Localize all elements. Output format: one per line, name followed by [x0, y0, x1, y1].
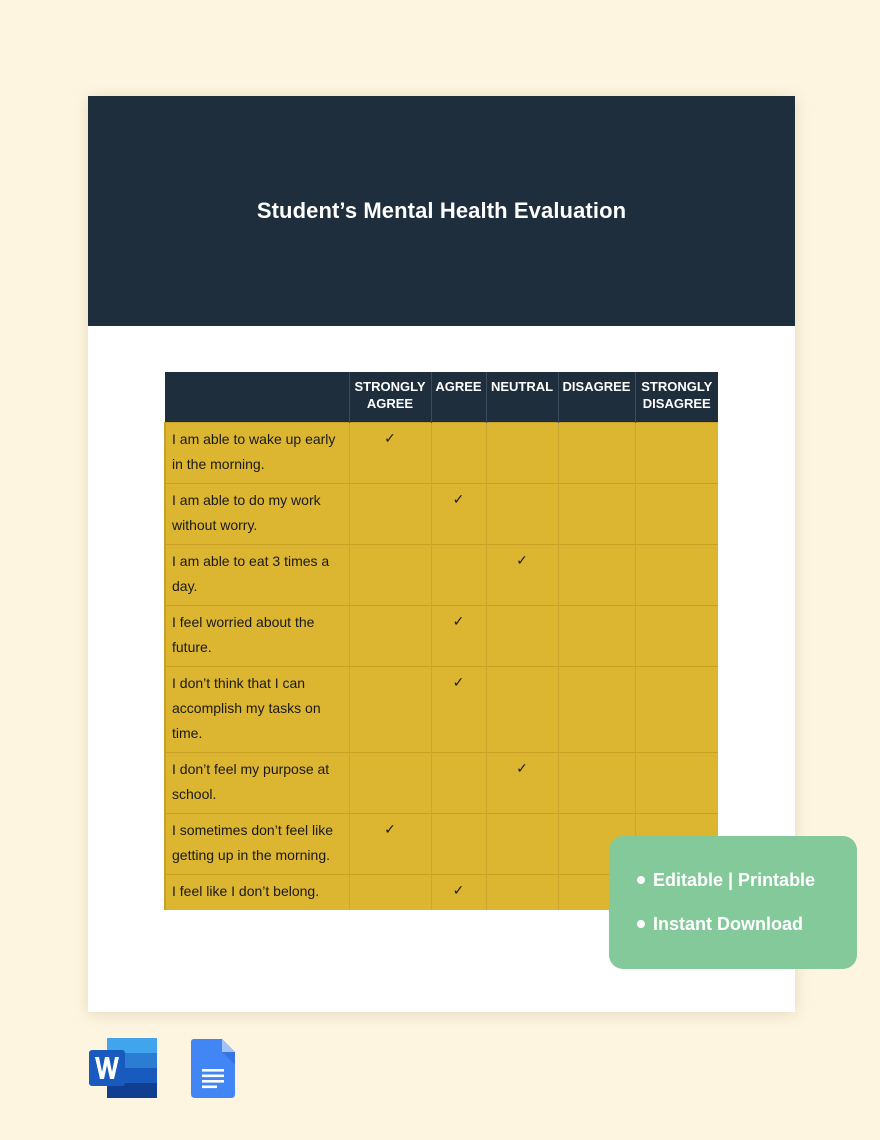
bullet-icon [637, 920, 645, 928]
statement-cell: I don’t feel my purpose at school. [165, 753, 349, 814]
header-strongly-disagree: STRONGLY DISAGREE [635, 372, 718, 423]
check-mark-icon: ✓ [452, 613, 465, 629]
response-cell-disagree[interactable] [558, 667, 635, 753]
response-cell-neutral[interactable] [486, 814, 558, 875]
response-cell-strongly-agree[interactable] [349, 667, 431, 753]
badge-item-download [637, 912, 857, 936]
response-cell-neutral[interactable] [486, 423, 558, 484]
header-agree: AGREE [431, 372, 486, 423]
check-mark-icon: ✓ [384, 430, 396, 446]
response-cell-disagree[interactable] [558, 423, 635, 484]
header-disagree: DISAGREE [558, 372, 635, 423]
google-docs-icon[interactable] [191, 1039, 235, 1098]
document-title: Student’s Mental Health Evaluation [256, 198, 627, 223]
response-cell-strongly-agree[interactable] [349, 814, 431, 875]
statement-cell: I feel like I don’t belong. [165, 875, 349, 911]
response-cell-strongly-agree[interactable] [349, 484, 431, 545]
response-cell-strongly-agree[interactable] [349, 545, 431, 606]
response-cell-neutral[interactable] [486, 875, 558, 911]
response-cell-strongly-agree[interactable] [349, 606, 431, 667]
microsoft-word-icon[interactable] [89, 1038, 157, 1098]
header-statement [165, 372, 349, 423]
response-cell-neutral[interactable] [486, 606, 558, 667]
badge-item-editable [637, 868, 857, 892]
response-cell-strongly-disagree[interactable] [635, 484, 718, 545]
check-mark-icon: ✓ [384, 821, 396, 837]
badge-label: Editable | Printable [653, 869, 816, 890]
response-cell-disagree[interactable] [558, 606, 635, 667]
check-mark-icon: ✓ [452, 674, 465, 690]
response-cell-agree[interactable] [431, 814, 486, 875]
evaluation-table [164, 372, 718, 910]
statement-cell: I sometimes don’t feel like getting up in the morning. [165, 814, 349, 875]
response-cell-strongly-disagree[interactable] [635, 423, 718, 484]
response-cell-disagree[interactable] [558, 753, 635, 814]
table-row [165, 484, 718, 545]
response-cell-strongly-disagree[interactable] [635, 545, 718, 606]
check-mark-icon: ✓ [452, 882, 465, 898]
response-cell-neutral[interactable] [486, 753, 558, 814]
response-cell-strongly-disagree[interactable] [635, 606, 718, 667]
bullet-icon [637, 876, 645, 884]
response-cell-agree[interactable] [431, 753, 486, 814]
response-cell-strongly-disagree[interactable] [635, 667, 718, 753]
table-row [165, 753, 718, 814]
response-cell-agree[interactable] [431, 667, 486, 753]
statement-cell: I feel worried about the future. [165, 606, 349, 667]
table-row [165, 545, 718, 606]
response-cell-neutral[interactable] [486, 545, 558, 606]
badge-label: Instant Download [653, 913, 803, 934]
statement-cell: I am able to do my work without worry. [165, 484, 349, 545]
response-cell-strongly-agree[interactable] [349, 423, 431, 484]
header-neutral: NEUTRAL [486, 372, 558, 423]
check-mark-icon: ✓ [516, 760, 528, 776]
document-header [88, 96, 795, 326]
response-cell-agree[interactable] [431, 875, 486, 911]
statement-cell: I am able to eat 3 times a day. [165, 545, 349, 606]
features-badge [609, 836, 857, 969]
response-cell-strongly-agree[interactable] [349, 753, 431, 814]
response-cell-disagree[interactable] [558, 484, 635, 545]
header-strongly-agree: STRONGLY AGREE [349, 372, 431, 423]
table-row [165, 423, 718, 484]
table-row [165, 667, 718, 753]
statement-cell: I don’t think that I can accomplish my tasks on time. [165, 667, 349, 753]
check-mark-icon: ✓ [452, 491, 465, 507]
response-cell-strongly-disagree[interactable] [635, 753, 718, 814]
statement-cell: I am able to wake up early in the morning. [165, 423, 349, 484]
table-header-row [165, 372, 718, 423]
check-mark-icon: ✓ [516, 552, 528, 568]
response-cell-agree[interactable] [431, 423, 486, 484]
response-cell-neutral[interactable] [486, 484, 558, 545]
response-cell-agree[interactable] [431, 484, 486, 545]
response-cell-disagree[interactable] [558, 545, 635, 606]
table-row [165, 606, 718, 667]
response-cell-agree[interactable] [431, 606, 486, 667]
response-cell-agree[interactable] [431, 545, 486, 606]
response-cell-strongly-agree[interactable] [349, 875, 431, 911]
response-cell-neutral[interactable] [486, 667, 558, 753]
